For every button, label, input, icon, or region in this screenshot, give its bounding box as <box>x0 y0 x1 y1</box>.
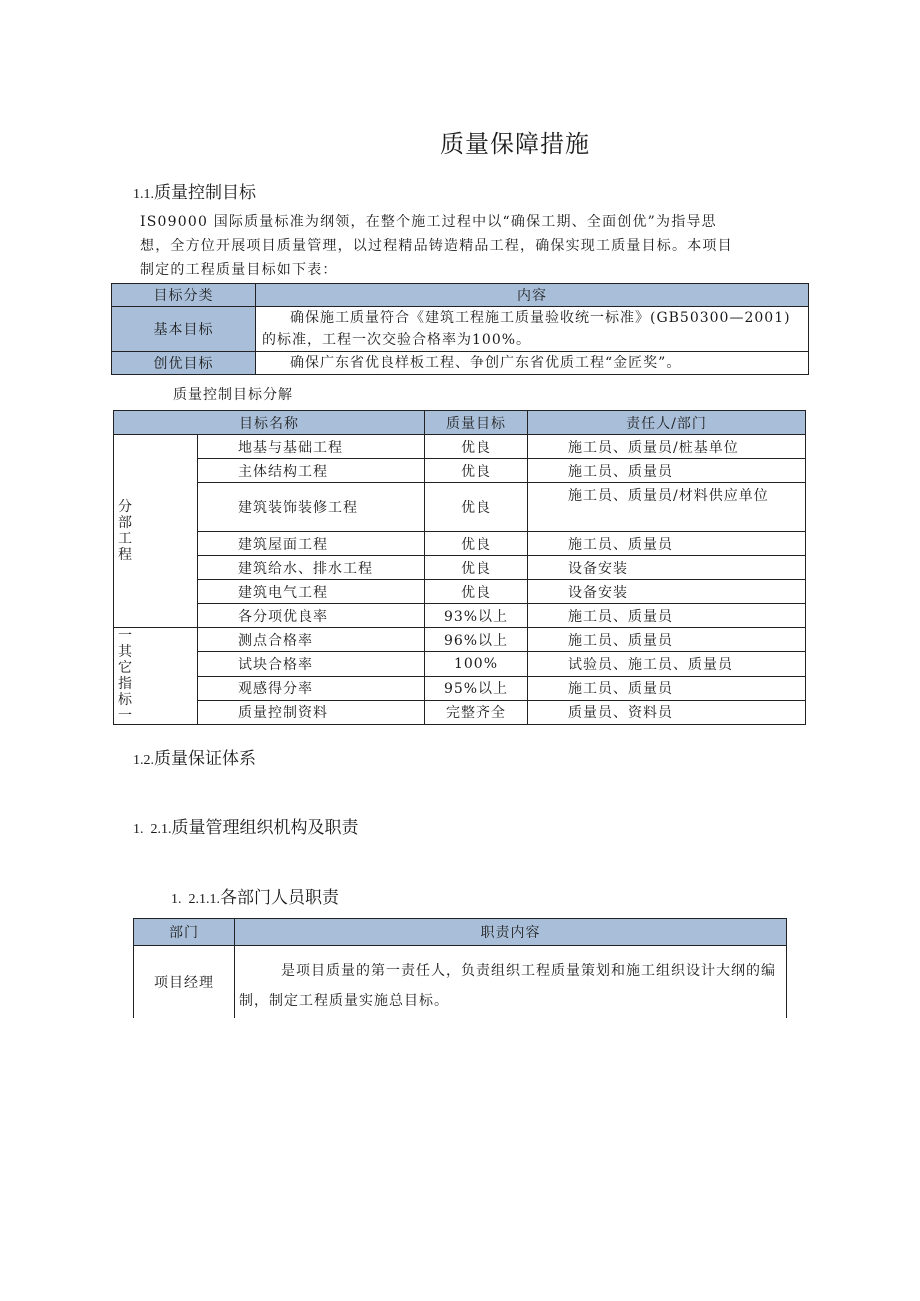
name-cell: 建筑给水、排水工程 <box>198 556 425 580</box>
target-cell: 优良 <box>425 435 528 459</box>
intro-line: 制定的工程质量目标如下表： <box>140 262 338 278</box>
table-row <box>114 483 806 532</box>
intro-paragraph <box>140 210 805 282</box>
target-cell: 优良 <box>425 483 528 532</box>
quality-decomposition-table <box>113 410 806 725</box>
table-row <box>114 556 806 580</box>
table-row <box>114 532 806 556</box>
resp-cell: 设备安装 <box>528 556 806 580</box>
group-label: 分部工程 <box>118 499 133 563</box>
section-title: 各部门人员职责 <box>220 888 339 908</box>
resp-cell: 施工员、质量员/桩基单位 <box>528 435 806 459</box>
quality-goal-table <box>111 283 809 375</box>
name-cell: 各分项优良率 <box>198 604 425 628</box>
intro-line: 想，全方位开展项目质量管理，以过程精品铸造精品工程，确保实现工质量目标。本项目 <box>140 238 733 254</box>
name-cell: 建筑装饰装修工程 <box>198 483 425 532</box>
section-number: 1. 2.1. <box>133 822 172 837</box>
group-cell <box>114 628 198 725</box>
group-cell <box>114 435 198 628</box>
resp-cell: 施工员、质量员 <box>528 532 806 556</box>
category-cell: 创优目标 <box>112 352 256 375</box>
section-heading-2-1 <box>133 813 359 838</box>
resp-cell: 质量员、资料员 <box>528 700 806 724</box>
dept-cell: 项目经理 <box>134 946 235 1019</box>
table-row <box>112 352 809 375</box>
target-cell: 优良 <box>425 532 528 556</box>
target-cell: 优良 <box>425 580 528 604</box>
table-row <box>114 459 806 483</box>
header-cell: 责任人/部门 <box>528 411 806 435</box>
intro-line: IS09000 国际质量标准为纲领，在整个施工过程中以“确保工期、全面创优”为指导思 <box>140 214 717 230</box>
table-row <box>134 946 787 1019</box>
name-cell: 地基与基础工程 <box>198 435 425 459</box>
resp-cell: 施工员、质量员 <box>528 676 806 700</box>
document-title: 质量保障措施 <box>440 130 590 158</box>
table-caption: 质量控制目标分解 <box>173 387 293 403</box>
table-row <box>114 604 806 628</box>
target-cell: 优良 <box>425 556 528 580</box>
section-title: 质量保证体系 <box>154 749 256 769</box>
target-cell: 93%以上 <box>425 604 528 628</box>
category-cell: 基本目标 <box>112 307 256 352</box>
resp-cell: 设备安装 <box>528 580 806 604</box>
target-cell: 优良 <box>425 459 528 483</box>
header-cell: 质量目标 <box>425 411 528 435</box>
target-cell: 96%以上 <box>425 628 528 652</box>
header-cell: 内容 <box>256 284 809 307</box>
name-cell: 建筑屋面工程 <box>198 532 425 556</box>
name-cell: 观感得分率 <box>198 676 425 700</box>
section-heading-2-1-1 <box>171 883 339 908</box>
target-cell: 完整齐全 <box>425 700 528 724</box>
table-header-row <box>112 284 809 307</box>
group-label: 一其它指标一 <box>118 628 133 724</box>
table-header-row <box>134 919 787 946</box>
section-number: 1. 2.1.1. <box>171 892 220 907</box>
header-cell: 职责内容 <box>235 919 787 946</box>
table-row <box>114 580 806 604</box>
table-row <box>114 700 806 724</box>
header-cell: 目标分类 <box>112 284 256 307</box>
table-row <box>114 652 806 676</box>
resp-cell: 施工员、质量员 <box>528 604 806 628</box>
name-cell: 建筑电气工程 <box>198 580 425 604</box>
name-cell: 主体结构工程 <box>198 459 425 483</box>
resp-cell: 施工员、质量员 <box>528 628 806 652</box>
table-row <box>114 435 806 459</box>
section-number: 1.2. <box>133 753 154 768</box>
header-cell: 部门 <box>134 919 235 946</box>
name-cell: 质量控制资料 <box>198 700 425 724</box>
table-row <box>112 307 809 352</box>
resp-cell: 施工员、质量员/材料供应单位 <box>528 483 806 532</box>
name-cell: 试块合格率 <box>198 652 425 676</box>
resp-cell: 试验员、施工员、质量员 <box>528 652 806 676</box>
content-cell: 确保广东省优良样板工程、争创广东省优质工程“金匠奖”。 <box>256 352 809 375</box>
section-number: 1.1. <box>133 187 154 202</box>
name-cell: 测点合格率 <box>198 628 425 652</box>
resp-cell: 施工员、质量员 <box>528 459 806 483</box>
content-cell: 确保施工质量符合《建筑工程施工质量验收统一标准》(GB50300—2001)的标准，工程一次交验合格率为100%。 <box>256 307 809 352</box>
table-row <box>114 676 806 700</box>
desc-cell: 是项目质量的第一责任人，负责组织工程质量策划和施工组织设计大纲的编制，制定工程质量实施总目标。 <box>235 946 787 1019</box>
table-header-row <box>114 411 806 435</box>
department-responsibility-table <box>133 918 787 1018</box>
section-title: 质量控制目标 <box>154 183 256 203</box>
section-heading-1-1 <box>133 178 256 203</box>
target-cell: 100% <box>425 652 528 676</box>
table-row <box>114 628 806 652</box>
section-heading-1-2 <box>133 744 256 769</box>
target-cell: 95%以上 <box>425 676 528 700</box>
section-title: 质量管理组织机构及职责 <box>171 818 359 838</box>
header-cell: 目标名称 <box>114 411 425 435</box>
